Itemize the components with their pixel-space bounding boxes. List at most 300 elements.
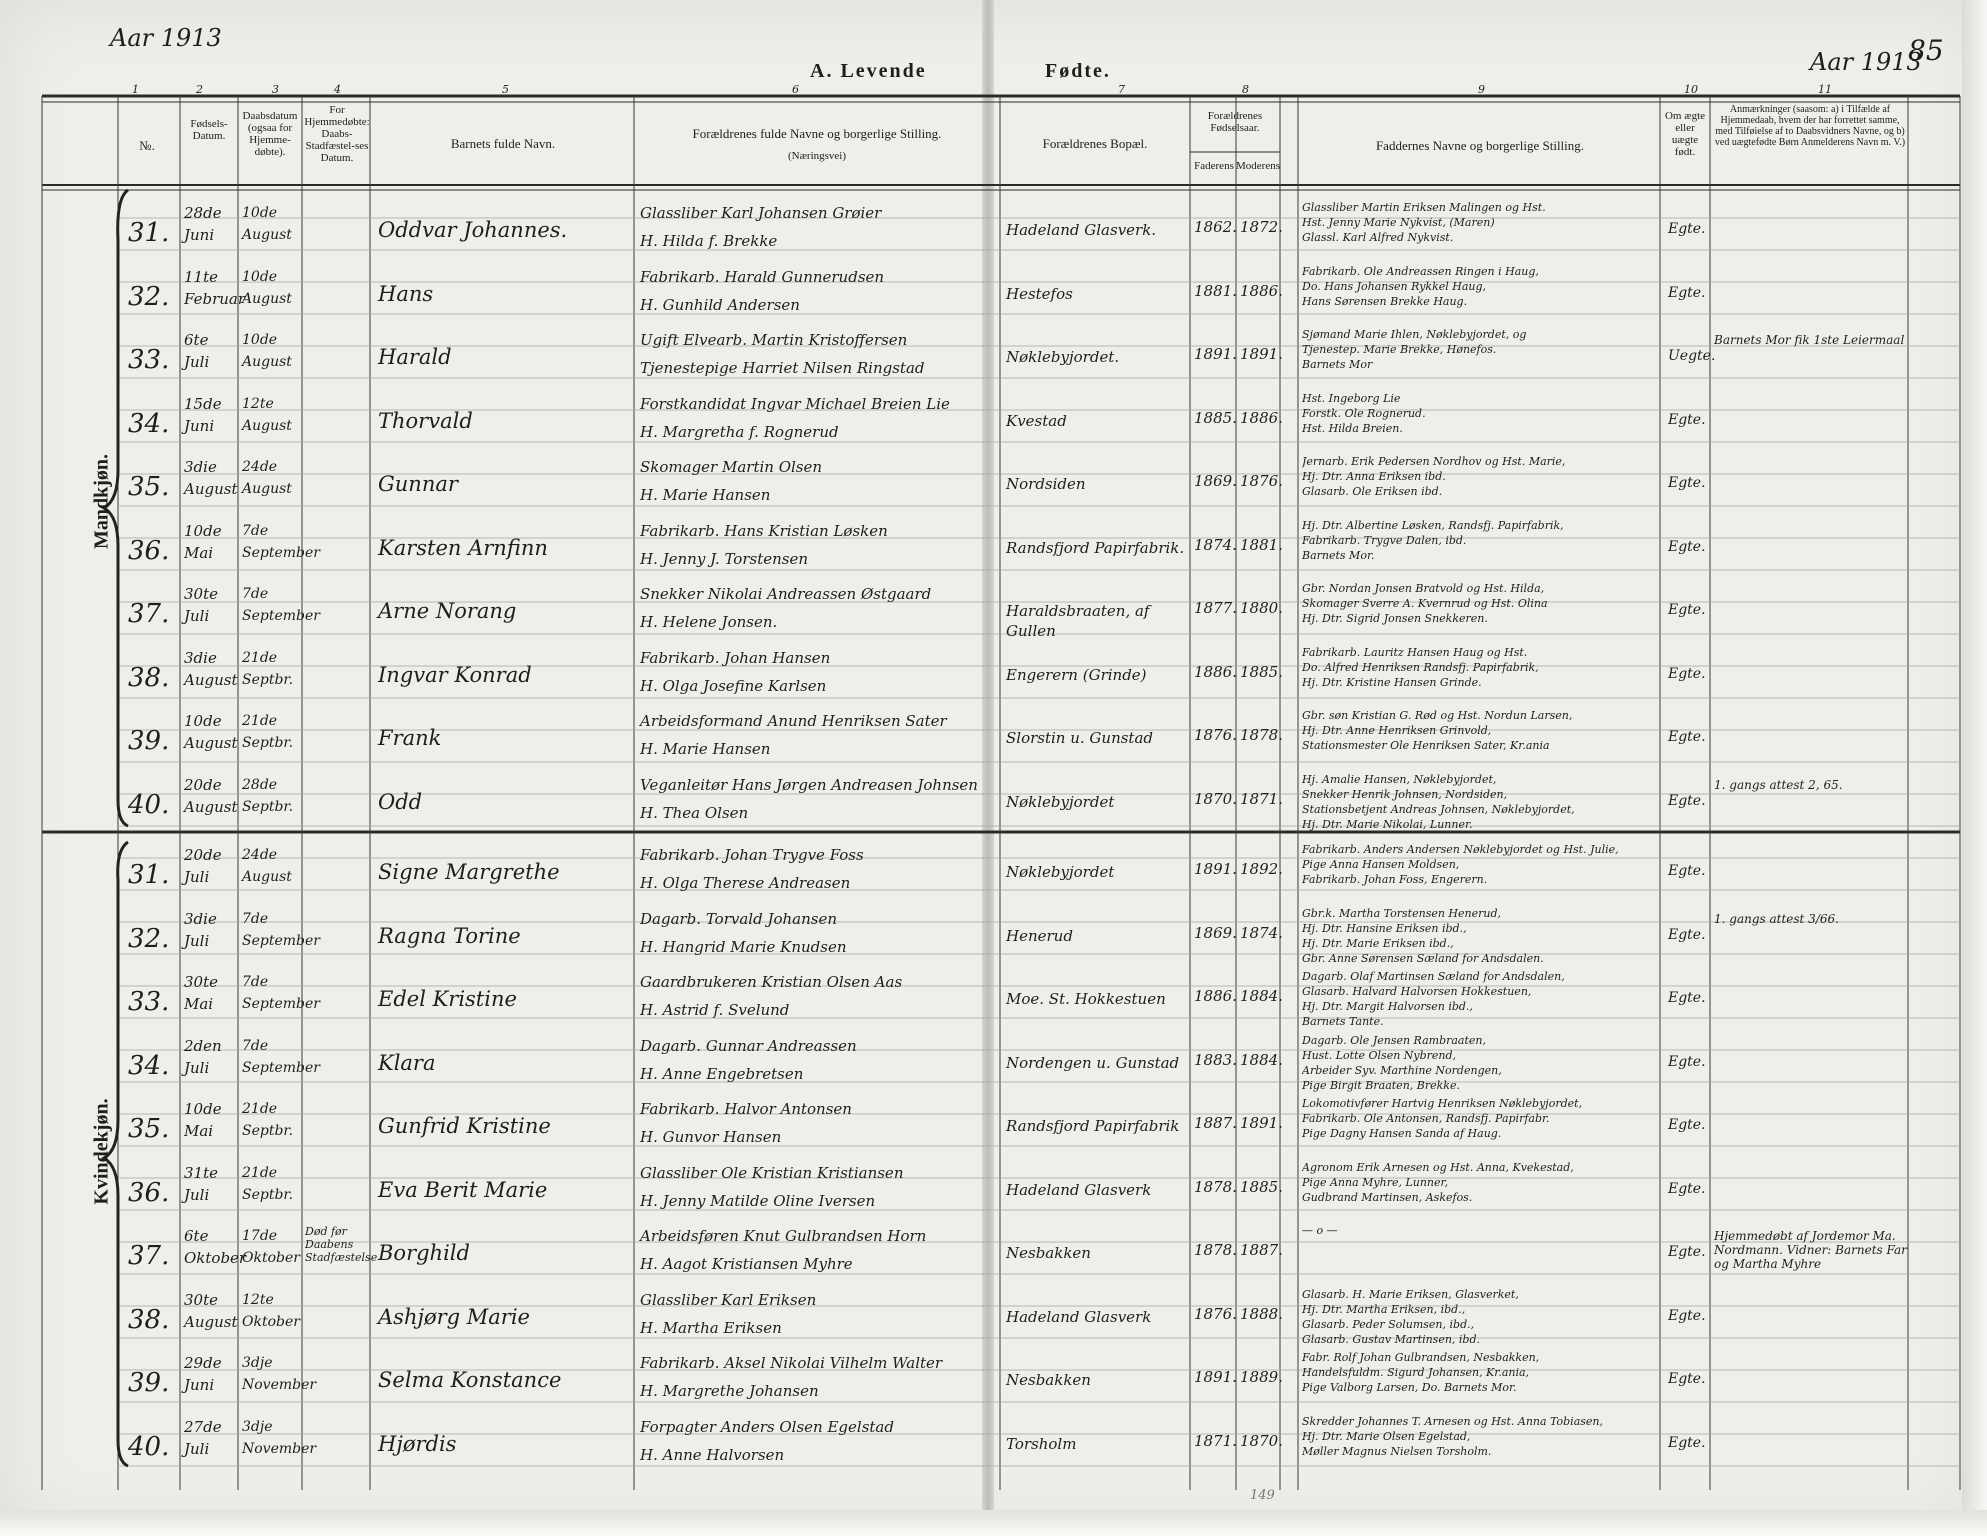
year-left: Aar 1913: [110, 24, 222, 52]
sponsor-line: Hust. Lotte Olsen Nybrend,: [1302, 1048, 1457, 1062]
parents-line-2: H. Margrethe Johansen: [640, 1382, 819, 1400]
entry-number: 35.: [128, 1114, 170, 1144]
entry-number: 35.: [128, 472, 170, 502]
parents-line-1: Fabrikarb. Johan Hansen: [640, 648, 831, 667]
sponsor-line: Glasarb. Halvard Halvorsen Hokkestuen,: [1302, 985, 1532, 998]
sponsor-line: Dagarb. Ole Jensen Rambraaten,: [1302, 1033, 1487, 1047]
father-birth-year: 1881.: [1194, 281, 1237, 300]
entry-number: 36.: [128, 1177, 170, 1208]
father-birth-year: 1869.: [1194, 472, 1237, 490]
father-birth-year: 1876.: [1194, 726, 1237, 744]
mother-birth-year: 1887.: [1240, 1241, 1283, 1259]
parents-line-2: H. Anne Engebretsen: [640, 1064, 804, 1083]
baptism-date: 10de August: [242, 332, 292, 370]
confirmation-note: Død før Daabens Stadfæstelse: [305, 1225, 378, 1264]
entry-number: 38.: [128, 662, 170, 693]
child-name: Oddvar Johannes.: [378, 218, 568, 242]
baptism-date: 28de Septbr.: [242, 776, 294, 815]
child-name: Edel Kristine: [378, 987, 517, 1011]
title-b: Fødte.: [1045, 60, 1111, 82]
mother-birth-year: 1884.: [1240, 1050, 1283, 1069]
sponsor-line: Sjømand Marie Ihlen, Nøklebyjordet, og: [1302, 328, 1527, 341]
sponsor-line: Handelsfuldm. Sigurd Johansen, Kr.ania,: [1302, 1366, 1530, 1379]
residence: Hadeland Glasverk: [1006, 1307, 1152, 1326]
residence: Nøklebyjordet: [1006, 863, 1115, 881]
column-number: 2: [196, 83, 203, 96]
parents-line-1: Dagarb. Torvald Johansen: [640, 909, 837, 928]
sponsor-line: Barnets Tante.: [1302, 1015, 1384, 1028]
child-name: Borghild: [378, 1241, 470, 1265]
mother-birth-year: 1874.: [1240, 923, 1283, 942]
sponsor-line: Fabr. Rolf Johan Gulbrandsen, Nesbakken,: [1302, 1351, 1540, 1364]
baptism-date: 7de September: [242, 1037, 320, 1076]
entry-number: 34.: [128, 408, 170, 439]
residence: Nordengen u. Gunstad: [1006, 1053, 1180, 1072]
legitimacy: Egte.: [1668, 221, 1706, 237]
sponsor-line: Snekker Henrik Johnsen, Nordsiden,: [1302, 787, 1508, 801]
baptism-date: 24de August: [242, 459, 292, 497]
baptism-date: 7de September: [242, 586, 320, 624]
legitimacy: Egte.: [1668, 863, 1706, 879]
sponsor-line: Hj. Dtr. Sigrid Jonsen Snekkeren.: [1302, 612, 1488, 625]
baptism-date: 10de August: [242, 205, 292, 243]
residence: Moe. St. Hokkestuen: [1006, 990, 1166, 1008]
birth-date: 10de August: [184, 712, 238, 752]
parents-line-1: Glassliber Karl Eriksen: [640, 1290, 817, 1309]
sponsor-line: Glasarb. Ole Eriksen ibd.: [1302, 485, 1443, 498]
column-number: 9: [1478, 83, 1485, 96]
parents-line-1: Forstkandidat Ingvar Michael Breien Lie: [640, 394, 950, 413]
birth-date: 6te Oktober: [184, 1227, 247, 1267]
parents-line-1: Ugift Elvearb. Martin Kristoffersen: [640, 331, 908, 349]
legitimacy: Egte.: [1668, 475, 1706, 491]
legitimacy: Egte.: [1668, 665, 1706, 682]
father-birth-year: 1878.: [1194, 1177, 1237, 1196]
child-name: Harald: [378, 345, 452, 369]
child-name: Selma Konstance: [378, 1368, 562, 1392]
section-female: Kvindekjøn.: [90, 1098, 113, 1205]
sponsor-line: Glasarb. Gustav Martinsen, ibd.: [1302, 1332, 1480, 1346]
baptism-date: 21de Septbr.: [242, 1164, 294, 1203]
baptism-date: 21de Septbr.: [242, 1101, 294, 1139]
entry-number: 38.: [128, 1304, 170, 1335]
child-name: Hans: [378, 281, 434, 306]
birth-date: 28de Juni: [184, 204, 222, 244]
legitimacy: Egte.: [1668, 1434, 1706, 1451]
entry-number: 37.: [128, 1241, 170, 1271]
father-birth-year: 1862.: [1194, 218, 1237, 236]
sponsor-line: Fabrikarb. Johan Foss, Engerern.: [1302, 873, 1488, 886]
father-birth-year: 1876.: [1194, 1304, 1237, 1323]
birth-date: 30te Juli: [184, 585, 218, 625]
legitimacy: Egte.: [1668, 1117, 1706, 1133]
sponsor-line: Pige Anna Hansen Moldsen,: [1302, 858, 1460, 871]
parents-line-2: H. Jenny J. Torstensen: [640, 549, 808, 568]
child-name: Ashjørg Marie: [378, 1304, 530, 1329]
baptism-date: 17de Oktober: [242, 1228, 300, 1266]
child-name: Gunfrid Kristine: [378, 1114, 551, 1138]
sponsor-line: Hst. Hilda Breien.: [1302, 421, 1403, 435]
col-hjemme: For Hjemmedøbte: Daabs-Stadfæstel-ses Datum.: [304, 104, 370, 164]
parents-line-1: Snekker Nikolai Andreassen Østgaard: [640, 585, 932, 603]
sponsor-line: Pige Anna Myhre, Lunner,: [1302, 1175, 1449, 1189]
parents-line-1: Skomager Martin Olsen: [640, 458, 823, 476]
legitimacy: Egte.: [1668, 538, 1706, 555]
residence: Randsfjord Papirfabrik.: [1006, 538, 1185, 557]
child-name: Gunnar: [378, 472, 458, 496]
entry-number: 32.: [128, 923, 170, 954]
entry-number: 37.: [128, 599, 170, 629]
mother-birth-year: 1884.: [1240, 987, 1283, 1005]
baptism-date: 7de September: [242, 522, 320, 561]
residence: Engerern (Grinde): [1006, 665, 1147, 684]
birth-date: 3die August: [184, 648, 238, 689]
sponsor-line: Glassliber Martin Eriksen Malingen og Hst.: [1302, 201, 1546, 214]
residence: Hadeland Glasverk: [1006, 1180, 1152, 1199]
column-number: 7: [1118, 83, 1125, 96]
sponsor-line: Gudbrand Martinsen, Askefos.: [1302, 1190, 1473, 1204]
sponsor-line: Skredder Johannes T. Arnesen og Hst. Anna Tobiasen,: [1302, 1414, 1603, 1428]
birth-date: 20de Juli: [184, 846, 222, 886]
legitimacy: Egte.: [1668, 926, 1706, 943]
parents-line-2: H. Hangrid Marie Knudsen: [640, 937, 847, 956]
sponsor-line: Glasarb. H. Marie Eriksen, Glasverket,: [1302, 1287, 1519, 1301]
remarks: 1. gangs attest 2, 65.: [1714, 777, 1843, 792]
baptism-date: 10de August: [242, 268, 292, 307]
residence: Hestefos: [1006, 284, 1073, 303]
col-foraeldre-sub: (Næringsvei): [787, 150, 847, 162]
sponsor-line: Dagarb. Olaf Martinsen Sæland for Andsdalen,: [1302, 970, 1565, 983]
column-number: 8: [1242, 83, 1249, 96]
parents-line-1: Veganleitør Hans Jørgen Andreasen Johnsen: [640, 775, 978, 794]
section-male: Mandkjøn.: [90, 453, 113, 550]
sponsor-line: Tjenestep. Marie Brekke, Hønefos.: [1302, 343, 1497, 356]
child-name: Odd: [378, 789, 423, 814]
parents-line-2: H. Olga Therese Andreasen: [640, 874, 851, 892]
parents-line-2: H. Thea Olsen: [640, 803, 749, 822]
sponsor-line: — o —: [1302, 1224, 1338, 1237]
col-fodselsaar: Forældrenes Fødselsaar.: [1207, 110, 1263, 134]
father-birth-year: 1885.: [1194, 408, 1237, 427]
father-birth-year: 1886.: [1194, 662, 1237, 681]
child-name: Karsten Arnfinn: [378, 535, 548, 560]
sponsor-line: Pige Valborg Larsen, Do. Barnets Mor.: [1302, 1381, 1517, 1394]
mother-birth-year: 1885.: [1240, 1177, 1283, 1196]
legitimacy: Egte.: [1668, 411, 1706, 428]
legitimacy: Egte.: [1668, 602, 1706, 618]
legitimacy: Egte.: [1668, 990, 1706, 1006]
sponsor-line: Pige Dagny Hansen Sanda af Haug.: [1302, 1127, 1502, 1140]
birth-date: 27de Juli: [184, 1417, 222, 1458]
column-number: 6: [792, 83, 799, 96]
baptism-date: 3dje November: [242, 1418, 317, 1457]
residence: Nordsiden: [1006, 475, 1086, 493]
father-birth-year: 1871.: [1194, 1431, 1237, 1450]
entry-number: 39.: [128, 726, 170, 756]
birth-date: 31te Juli: [184, 1163, 218, 1204]
col-fodsels: Fødsels-Datum.: [190, 118, 228, 142]
legitimacy: Egte.: [1668, 1307, 1706, 1324]
sponsor-line: Stationsbetjent Andreas Johnsen, Nøklebyjordet,: [1302, 802, 1575, 816]
sponsor-line: Hj. Dtr. Anne Henriksen Grinvold,: [1302, 724, 1492, 737]
legitimacy: Egte.: [1668, 284, 1706, 301]
child-name: Ingvar Konrad: [378, 662, 532, 687]
child-name: Hjørdis: [378, 1431, 457, 1456]
residence: Haraldsbraaten, af Gullen: [1006, 602, 1150, 640]
baptism-date: 7de September: [242, 910, 320, 949]
sponsor-line: Lokomotivfører Hartvig Henriksen Nøklebyjordet,: [1302, 1097, 1583, 1110]
baptism-date: 21de Septbr.: [242, 713, 294, 751]
legitimacy: Egte.: [1668, 1180, 1706, 1197]
sponsor-line: Arbeider Syv. Marthine Nordengen,: [1302, 1063, 1502, 1077]
birth-date: 30te August: [184, 1290, 238, 1331]
column-number: 5: [502, 83, 509, 96]
col-foraeldre: Forældrenes fulde Navne og borgerlige Stilling.: [692, 126, 942, 141]
child-name: Signe Margrethe: [378, 860, 560, 884]
child-name: Eva Berit Marie: [378, 1177, 548, 1202]
entry-number: 32.: [128, 281, 170, 312]
sponsor-line: Hj. Amalie Hansen, Nøklebyjordet,: [1302, 772, 1497, 786]
father-birth-year: 1870.: [1194, 789, 1237, 808]
sponsor-line: Glasarb. Peder Solumsen, ibd.,: [1302, 1317, 1475, 1331]
baptism-date: 12te August: [242, 395, 292, 434]
entry-number: 33.: [128, 345, 170, 375]
mother-birth-year: 1892.: [1240, 860, 1283, 878]
sponsor-line: Fabrikarb. Anders Andersen Nøklebyjordet og Hst. Julie,: [1302, 843, 1619, 856]
mother-birth-year: 1891.: [1240, 345, 1283, 363]
column-number: 3: [272, 83, 279, 96]
sponsor-line: Do. Hans Johansen Rykkel Haug,: [1302, 279, 1487, 293]
legitimacy: Egte.: [1668, 1244, 1706, 1260]
parents-line-1: Fabrikarb. Hans Kristian Løsken: [640, 521, 888, 540]
baptism-date: 7de September: [242, 974, 320, 1012]
page-number: 85: [1908, 34, 1944, 67]
sponsor-line: Gbr.k. Martha Torstensen Henerud,: [1302, 906, 1502, 920]
parents-line-2: H. Marie Hansen: [640, 486, 771, 504]
sponsor-line: Hj. Dtr. Anna Eriksen ibd.: [1302, 470, 1446, 483]
father-birth-year: 1874.: [1194, 535, 1237, 554]
residence: Nøklebyjordet: [1006, 792, 1115, 811]
sponsor-line: Hj. Dtr. Martha Eriksen, ibd.,: [1302, 1302, 1466, 1316]
parents-line-2: H. Anne Halvorsen: [640, 1445, 785, 1464]
sponsor-line: Forstk. Ole Rognerud.: [1302, 406, 1426, 420]
residence: Nesbakken: [1006, 1244, 1091, 1262]
entry-number: 34.: [128, 1050, 170, 1081]
col-faddere: Faddernes Navne og borgerlige Stilling.: [1375, 138, 1585, 153]
sponsor-line: Hj. Dtr. Margit Halvorsen ibd.,: [1302, 1000, 1473, 1013]
birth-date: 15de Juni: [184, 394, 222, 435]
legitimacy: Egte.: [1668, 792, 1706, 809]
mother-birth-year: 1876.: [1240, 472, 1283, 490]
sponsor-line: Hans Sørensen Brekke Haug.: [1302, 294, 1468, 308]
parents-line-2: H. Gunvor Hansen: [640, 1128, 782, 1146]
sponsor-line: Glassl. Karl Alfred Nykvist.: [1302, 231, 1454, 244]
parents-line-2: H. Marie Hansen: [640, 740, 771, 758]
remarks: Hjemmedøbt af Jordemor Ma. Nordmann. Vidner: Barnets Far og Martha Myhre: [1714, 1229, 1907, 1271]
sponsor-line: Møller Magnus Nielsen Torsholm.: [1302, 1444, 1492, 1458]
baptism-date: 21de Septbr.: [242, 649, 294, 688]
parents-line-1: Gaardbrukeren Kristian Olsen Aas: [640, 973, 903, 991]
entry-number: 31.: [128, 860, 170, 890]
parents-line-2: H. Olga Josefine Karlsen: [640, 676, 827, 695]
parents-line-2: H. Astrid f. Svelund: [640, 1001, 790, 1019]
child-name: Arne Norang: [378, 599, 517, 623]
title-a: A. Levende: [810, 60, 927, 82]
father-birth-year: 1883.: [1194, 1050, 1237, 1069]
col-nr: №.: [139, 138, 155, 153]
mother-birth-year: 1881.: [1240, 535, 1283, 554]
sponsor-line: Hj. Dtr. Kristine Hansen Grinde.: [1302, 675, 1482, 689]
baptism-date: 24de August: [242, 847, 292, 885]
mother-birth-year: 1870.: [1240, 1431, 1283, 1450]
sponsor-line: Gbr. Anne Sørensen Sæland for Andsdalen.: [1302, 951, 1544, 965]
mother-birth-year: 1885.: [1240, 662, 1283, 681]
father-birth-year: 1891.: [1194, 860, 1237, 878]
col-daabs: Daabsdatum (ogsaa for Hjemme-døbte).: [242, 110, 298, 158]
sponsor-line: Fabrikarb. Ole Antonsen, Randsfj. Papirfabr.: [1302, 1112, 1550, 1125]
sponsor-line: Hj. Dtr. Hansine Eriksen ibd.,: [1302, 921, 1467, 935]
parents-line-2: H. Jenny Matilde Oline Iversen: [640, 1191, 876, 1210]
birth-date: 10de Mai: [184, 1100, 222, 1140]
mother-birth-year: 1888.: [1240, 1304, 1283, 1323]
baptism-date: 3dje November: [242, 1355, 317, 1393]
entry-number: 33.: [128, 987, 170, 1017]
entry-number: 40.: [128, 789, 170, 820]
sponsor-line: Jernarb. Erik Pedersen Nordhov og Hst. Marie,: [1302, 455, 1566, 468]
mother-birth-year: 1889.: [1240, 1368, 1283, 1386]
parents-line-1: Fabrikarb. Halvor Antonsen: [640, 1100, 852, 1118]
parents-line-2: H. Martha Eriksen: [640, 1318, 782, 1337]
sponsor-line: Barnets Mor.: [1302, 548, 1375, 562]
residence: Kvestad: [1006, 411, 1067, 430]
mother-birth-year: 1878.: [1240, 726, 1283, 744]
parents-line-1: Glassliber Ole Kristian Kristiansen: [640, 1163, 904, 1182]
column-number: 11: [1818, 83, 1832, 96]
residence: Nesbakken: [1006, 1371, 1091, 1389]
parents-line-2: H. Gunhild Andersen: [640, 295, 800, 314]
father-birth-year: 1869.: [1194, 923, 1237, 942]
parents-line-1: Fabrikarb. Aksel Nikolai Vilhelm Walter: [640, 1354, 943, 1372]
child-name: Frank: [378, 726, 442, 750]
mother-birth-year: 1871.: [1240, 789, 1283, 808]
remarks: 1. gangs attest 3/66.: [1714, 911, 1839, 926]
sponsor-line: Barnets Mor: [1302, 358, 1373, 371]
birth-date: 20de August: [184, 775, 238, 816]
col-moderens: Moderens: [1236, 160, 1280, 172]
sponsor-line: Pige Birgit Braaten, Brekke.: [1302, 1078, 1460, 1092]
birth-date: 10de Mai: [184, 521, 222, 562]
col-aegte: Om ægte eller uægte født.: [1664, 110, 1706, 158]
child-name: Ragna Torine: [378, 923, 521, 948]
year-right: Aar 1913: [1810, 48, 1922, 76]
sponsor-line: Hj. Dtr. Albertine Løsken, Randsfj. Papirfabrik,: [1302, 518, 1564, 532]
column-number: 4: [334, 83, 341, 96]
col-faderens: Faderens: [1194, 160, 1234, 172]
parents-line-2: H. Helene Jonsen.: [640, 613, 778, 631]
col-anm: Anmærkninger (saasom: a) i Tilfælde af Hjemmedaab, hvem der har forrettet samme, med Tilføielse af to Daabsvidners Navne, og b) ved uægtefødte Børn Anmelderens Navn m. V.): [1714, 104, 1906, 148]
parents-line-2: H. Aagot Kristiansen Myhre: [640, 1255, 853, 1273]
parents-line-1: Fabrikarb. Harald Gunnerudsen: [640, 267, 885, 286]
child-name: Thorvald: [378, 408, 473, 433]
sponsor-line: Agronom Erik Arnesen og Hst. Anna, Kvekestad,: [1302, 1160, 1574, 1174]
residence: Henerud: [1006, 926, 1073, 945]
parents-line-1: Forpagter Anders Olsen Egelstad: [640, 1417, 894, 1436]
birth-date: 2den Juli: [184, 1036, 222, 1077]
sponsor-line: Fabrikarb. Ole Andreassen Ringen i Haug,: [1302, 264, 1539, 278]
sponsor-line: Gbr. Nordan Jonsen Bratvold og Hst. Hilda,: [1302, 582, 1545, 595]
birth-date: 3die August: [184, 458, 238, 498]
mother-birth-year: 1872.: [1240, 218, 1283, 236]
residence: Torsholm: [1006, 1434, 1077, 1453]
birth-date: 3die Juli: [184, 909, 217, 950]
parents-line-1: Arbeidsformand Anund Henriksen Sater: [640, 712, 947, 730]
sponsor-line: Hst. Ingeborg Lie: [1302, 391, 1401, 405]
mother-birth-year: 1886.: [1240, 281, 1283, 300]
col-navn: Barnets fulde Navn.: [450, 136, 556, 151]
mother-birth-year: 1886.: [1240, 408, 1283, 427]
legitimacy: Egte.: [1668, 1371, 1706, 1387]
birth-date: 30te Mai: [184, 973, 218, 1013]
parents-line-2: Tjenestepige Harriet Nilsen Ringstad: [640, 359, 925, 377]
sponsor-line: Fabrikarb. Lauritz Hansen Haug og Hst.: [1302, 645, 1528, 659]
gutter-stamp: 149: [1250, 1488, 1275, 1503]
legitimacy: Egte.: [1668, 1053, 1706, 1070]
father-birth-year: 1886.: [1194, 987, 1237, 1005]
father-birth-year: 1891.: [1194, 345, 1237, 363]
sponsor-line: Hj. Dtr. Marie Eriksen ibd.,: [1302, 936, 1454, 950]
sponsor-line: Fabrikarb. Trygve Dalen, ibd.: [1302, 533, 1467, 547]
col-bopael: Forældrenes Bopæl.: [1042, 136, 1148, 151]
sponsor-line: Hst. Jenny Marie Nykvist, (Maren): [1302, 216, 1495, 229]
column-number: 10: [1684, 83, 1698, 96]
legitimacy: Uegte.: [1668, 348, 1716, 364]
sponsor-line: Do. Alfred Henriksen Randsfj. Papirfabrik,: [1302, 660, 1539, 674]
entry-number: 40.: [128, 1431, 170, 1462]
parents-line-2: H. Margretha f. Rognerud: [640, 422, 839, 441]
entry-number: 31.: [128, 218, 170, 248]
father-birth-year: 1887.: [1194, 1114, 1237, 1132]
sponsor-line: Hj. Dtr. Marie Nikolai, Lunner.: [1302, 817, 1473, 831]
residence: Slorstin u. Gunstad: [1006, 729, 1153, 747]
child-name: Klara: [378, 1050, 436, 1075]
residence: Nøklebyjordet.: [1006, 348, 1120, 366]
father-birth-year: 1891.: [1194, 1368, 1237, 1386]
father-birth-year: 1878.: [1194, 1241, 1237, 1259]
birth-date: 6te Juli: [184, 331, 210, 371]
baptism-date: 12te Oktober: [242, 1291, 300, 1330]
entry-number: 36.: [128, 535, 170, 566]
parents-line-1: Arbeidsføren Knut Gulbrandsen Horn: [640, 1227, 927, 1245]
parents-line-1: Dagarb. Gunnar Andreassen: [640, 1036, 857, 1055]
parents-line-1: Glassliber Karl Johansen Grøier: [640, 204, 882, 222]
residence: Hadeland Glasverk.: [1006, 221, 1157, 239]
residence: Randsfjord Papirfabrik: [1006, 1117, 1180, 1135]
birth-date: 11te Februar: [184, 267, 246, 308]
parents-line-2: H. Hilda f. Brekke: [640, 232, 778, 250]
entry-number: 39.: [128, 1368, 170, 1398]
sponsor-line: Hj. Dtr. Marie Olsen Egelstad,: [1302, 1429, 1471, 1443]
column-number: 1: [132, 83, 139, 96]
sponsor-line: Skomager Sverre A. Kvernrud og Hst. Olina: [1302, 597, 1548, 610]
mother-birth-year: 1880.: [1240, 599, 1283, 617]
father-birth-year: 1877.: [1194, 599, 1237, 617]
legitimacy: Egte.: [1668, 729, 1706, 745]
mother-birth-year: 1891.: [1240, 1114, 1283, 1132]
parents-line-1: Fabrikarb. Johan Trygve Foss: [640, 846, 864, 864]
sponsor-line: Stationsmester Ole Henriksen Sater, Kr.ania: [1302, 739, 1550, 752]
birth-date: 29de Juni: [184, 1354, 222, 1394]
sponsor-line: Gbr. søn Kristian G. Rød og Hst. Nordun Larsen,: [1302, 709, 1573, 722]
